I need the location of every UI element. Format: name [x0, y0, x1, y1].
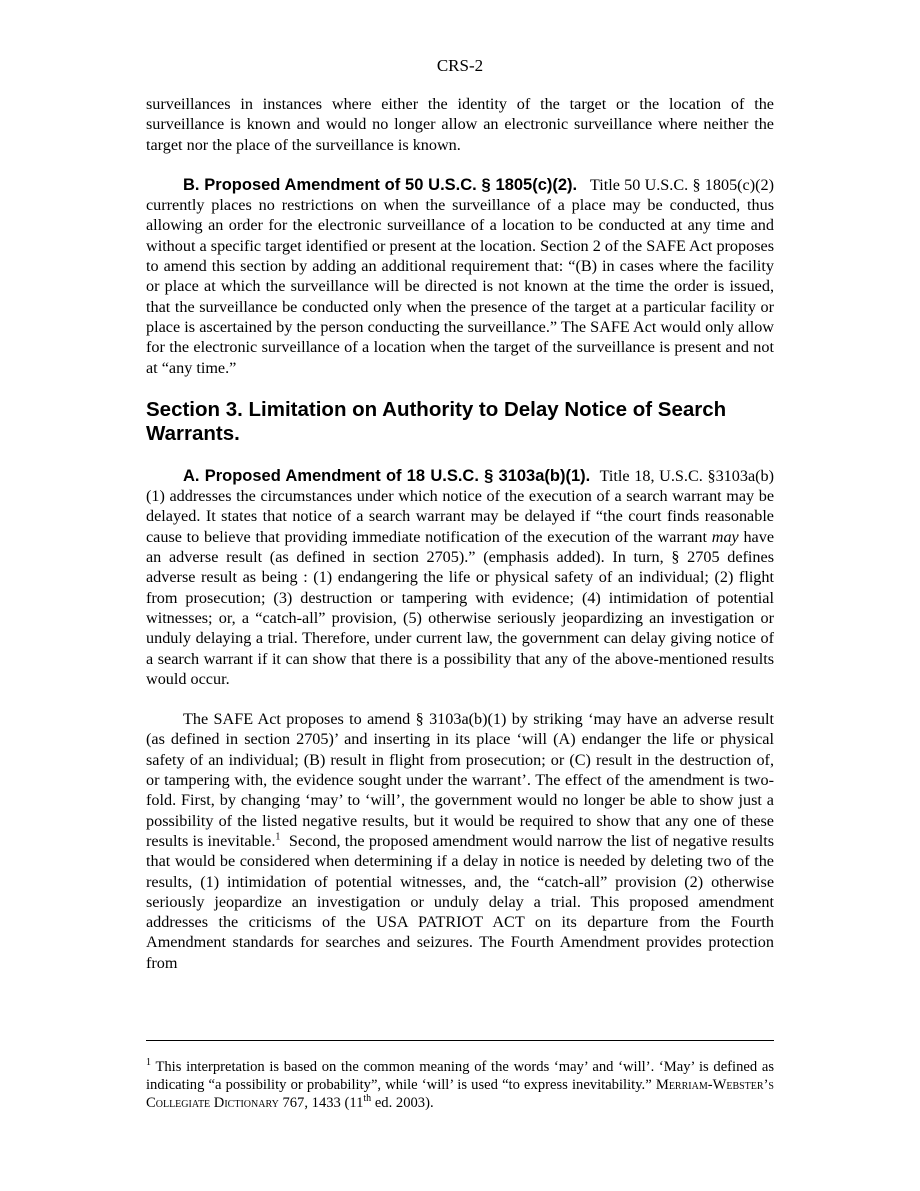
intro-paragraph: surveillances in instances where either the identity of the target or the location of the surveillance is known and would no longer allow an electronic surveillance where neither the target nor the place of the surveillance is known. [146, 95, 774, 154]
safe-act-paragraph [146, 709, 774, 973]
footnote-reference[interactable]: 1 [275, 831, 281, 843]
footnote-text: This interpretation is based on the common meaning of the words ‘may’ and ‘will’. ‘May’ is defined as indicating “a possibility or probability”, while ‘will’ is used “to express inevitability.” [146, 1059, 775, 1093]
footnote-citation-sup: th [363, 1093, 372, 1105]
section-a-heading: A. Proposed Amendment of 18 U.S.C. § 3103a(b)(1). [183, 466, 591, 485]
document-body [146, 94, 774, 973]
emphasis-may: may [711, 527, 739, 546]
section-b-body: Title 50 U.S.C. § 1805(c)(2) currently places no restrictions on when the surveillance of a place may be conducted, thus allowing an order for the electronic surveillance of a location to be conducted at any time and without a specific target identified or present at the location. Section 2 of the SAFE Act proposes to amend this section by adding an additional requirement that: “(B) in cases where the facility or place at which the surveillance will be directed is not known at the time the order is issued, that the surveillance be conducted only when the presence of the target at a particular facility or place is ascertained by the person conducting the surveillance.” The SAFE Act would only allow for the electronic surveillance of a location when the target of the surveillance is present and not at “any time.” [146, 175, 775, 377]
safe-act-body-end: Second, the proposed amendment would narrow the list of negative results that would be considered when determining if a delay in notice is needed by deleting two of the results, (1) intimidation of potential witnesses, and, the “catch-all” provision (2) otherwise seriously jeopardize an investigation or unduly delay a trial. This proposed amendment addresses the criticisms of the USA PATRIOT ACT on its departure from the Fourth Amendment standards for searches and seizures. The Fourth Amendment provides protection from [146, 831, 775, 972]
section-a-paragraph [146, 466, 774, 689]
footnote-citation-title: Merriam-Webster’s Collegiate Dictionary [146, 1077, 774, 1111]
footnote [146, 1058, 774, 1112]
footnote-number: 1 [146, 1057, 151, 1069]
footnote-citation-pages: 767, 1433 (11 [282, 1095, 364, 1111]
section-a-body-start: Title 18, U.S.C. §3103a(b)(1) addresses the circumstances under which notice of the execution of a search warrant may be delayed. It states that notice of a search warrant may be delayed if “the court finds reasonable cause to believe that providing immediate notification of the execution of the warrant [146, 466, 775, 546]
section-3-title: Section 3. Limitation on Authority to Delay Notice of Search Warrants. [146, 397, 727, 445]
safe-act-body-start: The SAFE Act proposes to amend § 3103a(b)(1) by striking ‘may have an adverse result (as defined in section 2705)’ and inserting in its place ‘will (A) endanger the life or physical safety of an individual; (B) result in flight from prosecution; or (C) result in the destruction of, or tampering with, the evidence sought under the warrant’. The effect of the amendment is two-fold. First, by changing ‘may’ to ‘will’, the government would no longer be able to show just a possibility of the listed negative results, but it would be required to show that any one of these results is inevitable. [146, 710, 774, 850]
footnote-divider [146, 1040, 774, 1041]
page-number-header: CRS-2 [436, 56, 484, 75]
section-a-body-end: have an adverse result (as defined in section 2705).” (emphasis added). In turn, § 2705 defines adverse result as being : (1) endangering the life or physical safety of an individual; (2) flight from prosecution; (3) destruction or tampering with evidence; (4) intimidation of potential witnesses; or, a “catch-all” provision, (5) otherwise seriously jeopardizing an investigation or unduly delaying a trial. Therefore, under current law, the government can delay giving notice of a search warrant if it can show that there is a possibility that any of the above-mentioned results would occur. [146, 527, 775, 688]
footnote-citation-end: ed. 2003). [374, 1095, 434, 1111]
section-b-paragraph [146, 175, 774, 378]
section-b-heading: B. Proposed Amendment of 50 U.S.C. § 1805(c)(2). [183, 175, 578, 194]
